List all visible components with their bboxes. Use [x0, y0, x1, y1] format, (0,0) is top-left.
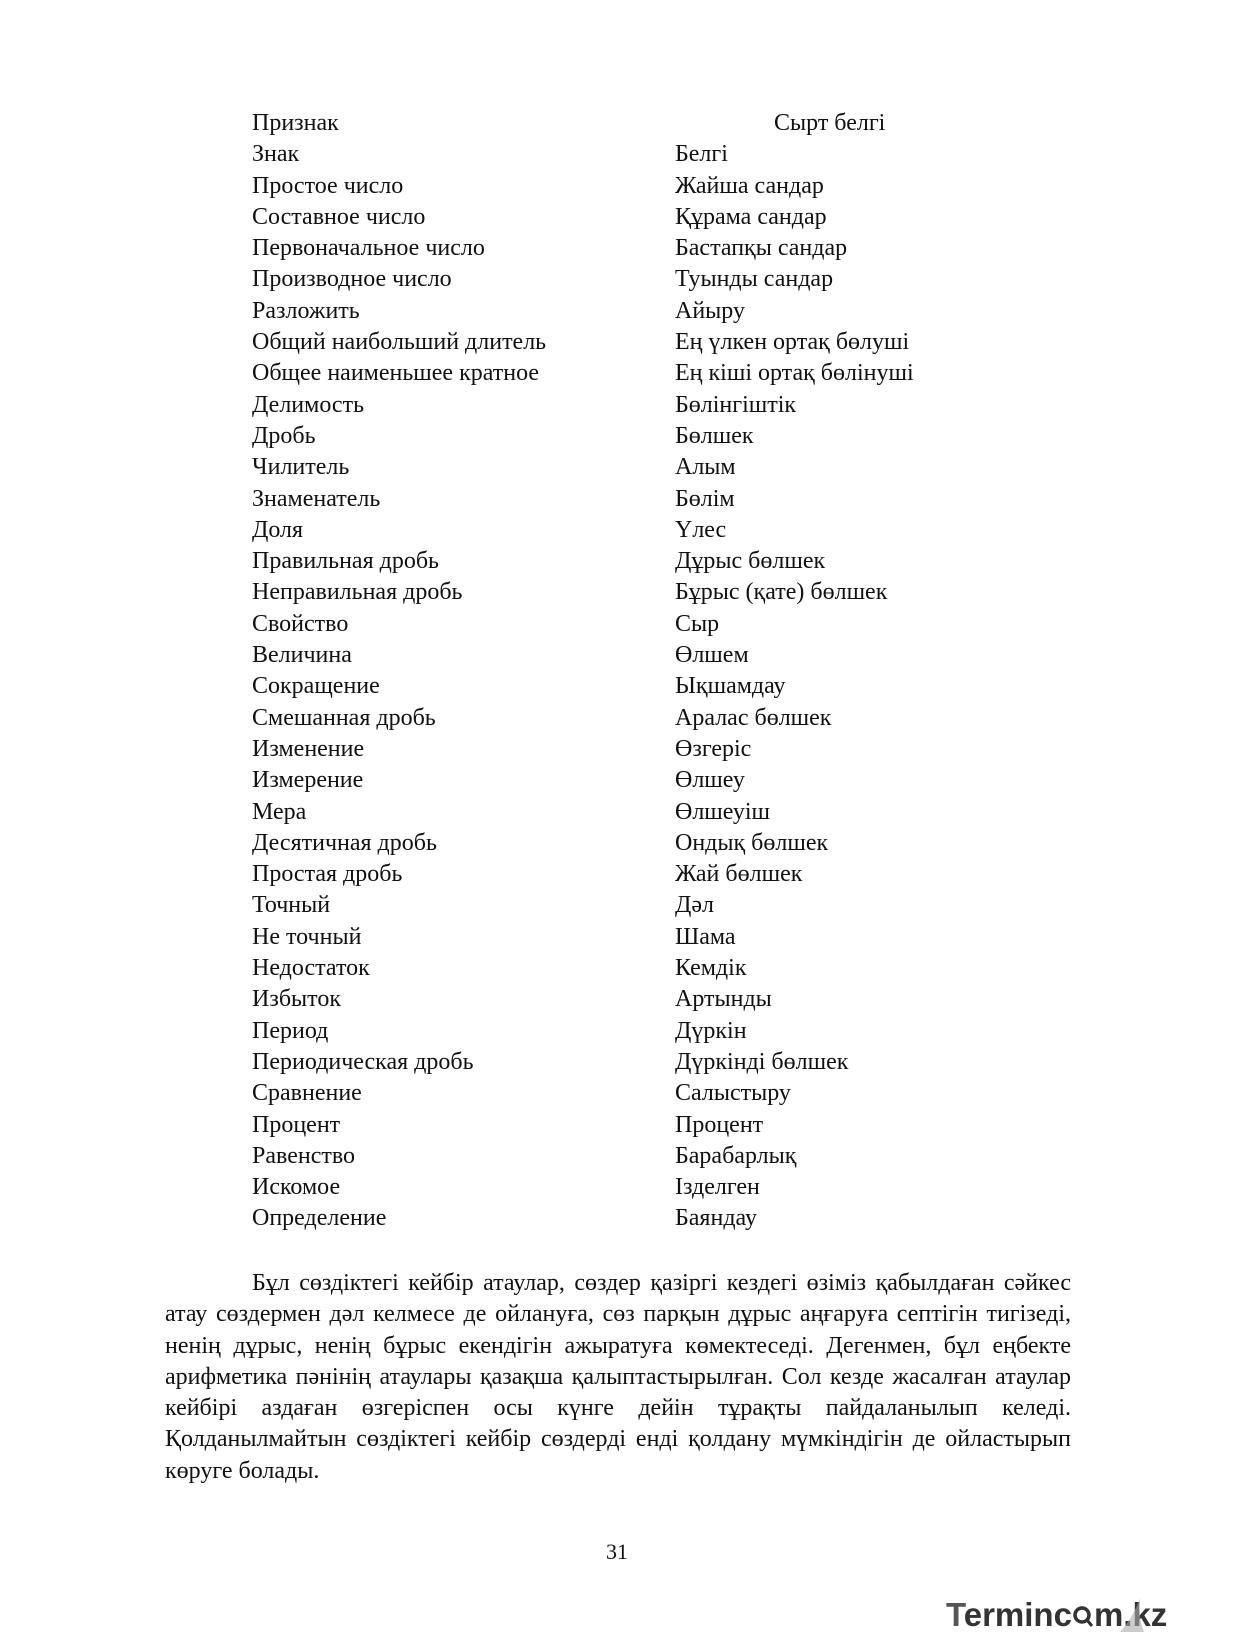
glossary-row: [252, 703, 1012, 734]
glossary-row: [252, 421, 1012, 452]
term-kazakh: Шама: [675, 923, 736, 950]
glossary-header: [252, 108, 1012, 139]
term-kazakh: Аралас бөлшек: [675, 704, 832, 731]
glossary-row: [252, 984, 1012, 1015]
term-kazakh: Үлес: [675, 516, 727, 543]
glossary-row: [252, 202, 1012, 233]
term-kazakh: Жайша сандар: [675, 172, 824, 199]
glossary-row: [252, 953, 1012, 984]
glossary-row: [252, 390, 1012, 421]
term-russian: Правильная дробь: [252, 548, 439, 575]
term-kazakh: Ең кіші ортақ бөлінуші: [675, 360, 914, 387]
glossary-row: [252, 890, 1012, 921]
term-russian: Период: [252, 1017, 329, 1044]
term-kazakh: Ізделген: [675, 1174, 760, 1201]
glossary-row: [252, 1047, 1012, 1078]
term-russian: Простое число: [252, 172, 404, 199]
term-russian: Неправильная дробь: [252, 579, 463, 606]
term-russian: Чилитель: [252, 454, 350, 481]
term-kazakh: Жай бөлшек: [675, 861, 803, 888]
term-kazakh: Артынды: [675, 986, 772, 1013]
term-kazakh: Бөлім: [675, 485, 735, 512]
term-kazakh: Өзгеріс: [675, 735, 752, 762]
glossary-row: [252, 671, 1012, 702]
term-russian: Сравнение: [252, 1080, 362, 1107]
term-russian: Мера: [252, 798, 307, 825]
term-russian: Первоначальное число: [252, 235, 485, 262]
glossary-rows: [252, 139, 1012, 1234]
term-kazakh: Салыстыру: [675, 1080, 791, 1107]
term-kazakh: Бөлшек: [675, 422, 754, 449]
term-kazakh: Айыру: [675, 297, 745, 324]
glossary-row: [252, 577, 1012, 608]
term-russian: Сокращение: [252, 673, 380, 700]
glossary-row: [252, 264, 1012, 295]
term-kazakh: Процент: [675, 1111, 764, 1138]
magnifier-o-icon: [1072, 1596, 1094, 1633]
term-russian: Изменение: [252, 735, 365, 762]
term-russian: Определение: [252, 1205, 387, 1232]
glossary-row: [252, 640, 1012, 671]
term-kazakh: Баяндау: [675, 1205, 757, 1232]
glossary-row: [252, 1110, 1012, 1141]
term-russian: Знак: [252, 141, 300, 168]
glossary-table: [252, 108, 1012, 1235]
term-kazakh: Ықшамдау: [675, 673, 786, 700]
glossary-row: [252, 1172, 1012, 1203]
term-kazakh: Туынды сандар: [675, 266, 834, 293]
term-russian: Делимость: [252, 391, 365, 418]
term-russian: Десятичная дробь: [252, 829, 437, 856]
term-russian: Не точный: [252, 923, 362, 950]
glossary-row: [252, 515, 1012, 546]
term-russian: Величина: [252, 642, 352, 669]
term-kazakh: Ондық бөлшек: [675, 829, 829, 856]
term-russian: Общее наименьшее кратное: [252, 360, 540, 387]
body-paragraph: Бұл сөздіктегі кейбір атаулар, сөздер қазіргі кездегі өзіміз қабылдаған сәйкес атау сөздермен дәл келмесе де ойлануға, сөз парқын дұрыс аңғаруға септігін тигізеді, ненің дұрыс, ненің бұрыс екендігін ажыратуға көмектеседі. Дегенмен, бұл еңбекте арифметика пәнінің атаулары қазақша қалыптастырылған. Сол кезде жасалған атаулар кейбірі аздаған өзгеріспен осы күнге дейін тұрақты пайдаланылып келеді. Қолданылмайтын сөздіктегі кейбір сөздерді енді қолдану мүмкіндігін де ойластырып көруге болады.: [165, 1270, 1071, 1484]
glossary-row: [252, 546, 1012, 577]
glossary-row: [252, 1016, 1012, 1047]
glossary-row: [252, 171, 1012, 202]
glossary-row: [252, 296, 1012, 327]
glossary-row: [252, 1078, 1012, 1109]
term-kazakh: Бұрыс (қате) бөлшек: [675, 579, 888, 606]
glossary-row: [252, 1203, 1012, 1234]
glossary-row: [252, 233, 1012, 264]
term-kazakh: Құрама сандар: [675, 203, 827, 230]
term-kazakh: Өлшеу: [675, 767, 745, 794]
term-russian: Свойство: [252, 610, 349, 637]
term-russian: Равенство: [252, 1142, 355, 1169]
term-russian: Периодическая дробь: [252, 1048, 474, 1075]
glossary-row: [252, 922, 1012, 953]
term-kazakh: Барабарлық: [675, 1142, 797, 1169]
watermark-letter-t: T: [946, 1596, 964, 1633]
term-kazakh: Кемдік: [675, 955, 747, 982]
term-russian: Производное число: [252, 266, 452, 293]
glossary-row: [252, 1141, 1012, 1172]
term-kazakh: Белгі: [675, 141, 728, 168]
term-kazakh: Өлшеуіш: [675, 798, 770, 825]
glossary-row: [252, 358, 1012, 389]
term-russian: Знаменатель: [252, 485, 381, 512]
watermark-text-a: erminc: [963, 1596, 1072, 1633]
glossary-row: [252, 452, 1012, 483]
term-russian: Недостаток: [252, 955, 370, 982]
term-russian: Дробь: [252, 422, 316, 449]
header-kazakh: Сырт белгі: [774, 110, 886, 136]
term-russian: Составное число: [252, 203, 426, 230]
term-russian: Процент: [252, 1111, 341, 1138]
glossary-row: [252, 484, 1012, 515]
term-russian: Избыток: [252, 986, 341, 1013]
page-number: 31: [606, 1539, 628, 1564]
term-russian: Смешанная дробь: [252, 704, 436, 731]
term-kazakh: Дәл: [675, 892, 714, 919]
glossary-row: [252, 859, 1012, 890]
glossary-row: [252, 765, 1012, 796]
watermark-text-b: m.kz: [1093, 1596, 1168, 1633]
term-kazakh: Алым: [675, 454, 736, 481]
glossary-row: [252, 609, 1012, 640]
term-russian: Простая дробь: [252, 861, 403, 888]
term-kazakh: Дүркін: [675, 1017, 747, 1044]
term-russian: Доля: [252, 516, 304, 543]
term-russian: Общий наибольший длитель: [252, 329, 547, 356]
term-kazakh: Бөлінгіштік: [675, 391, 797, 418]
sail-logo-icon: [1116, 1596, 1146, 1634]
glossary-row: [252, 327, 1012, 358]
term-kazakh: Ең үлкен ортақ бөлуші: [675, 329, 910, 356]
termincom-watermark-logo: [946, 1596, 1168, 1634]
term-russian: Измерение: [252, 767, 364, 794]
term-russian: Точный: [252, 892, 331, 919]
term-russian: Искомое: [252, 1174, 341, 1201]
term-kazakh: Бастапқы сандар: [675, 235, 848, 262]
glossary-row: [252, 828, 1012, 859]
term-kazakh: Сыр: [675, 610, 720, 637]
term-kazakh: Өлшем: [675, 642, 749, 669]
header-russian: Признак: [252, 110, 339, 136]
term-russian: Разложить: [252, 297, 360, 324]
term-kazakh: Дұрыс бөлшек: [675, 548, 826, 575]
term-kazakh: Дүркінді бөлшек: [675, 1048, 849, 1075]
glossary-row: [252, 139, 1012, 170]
glossary-row: [252, 734, 1012, 765]
glossary-row: [252, 797, 1012, 828]
